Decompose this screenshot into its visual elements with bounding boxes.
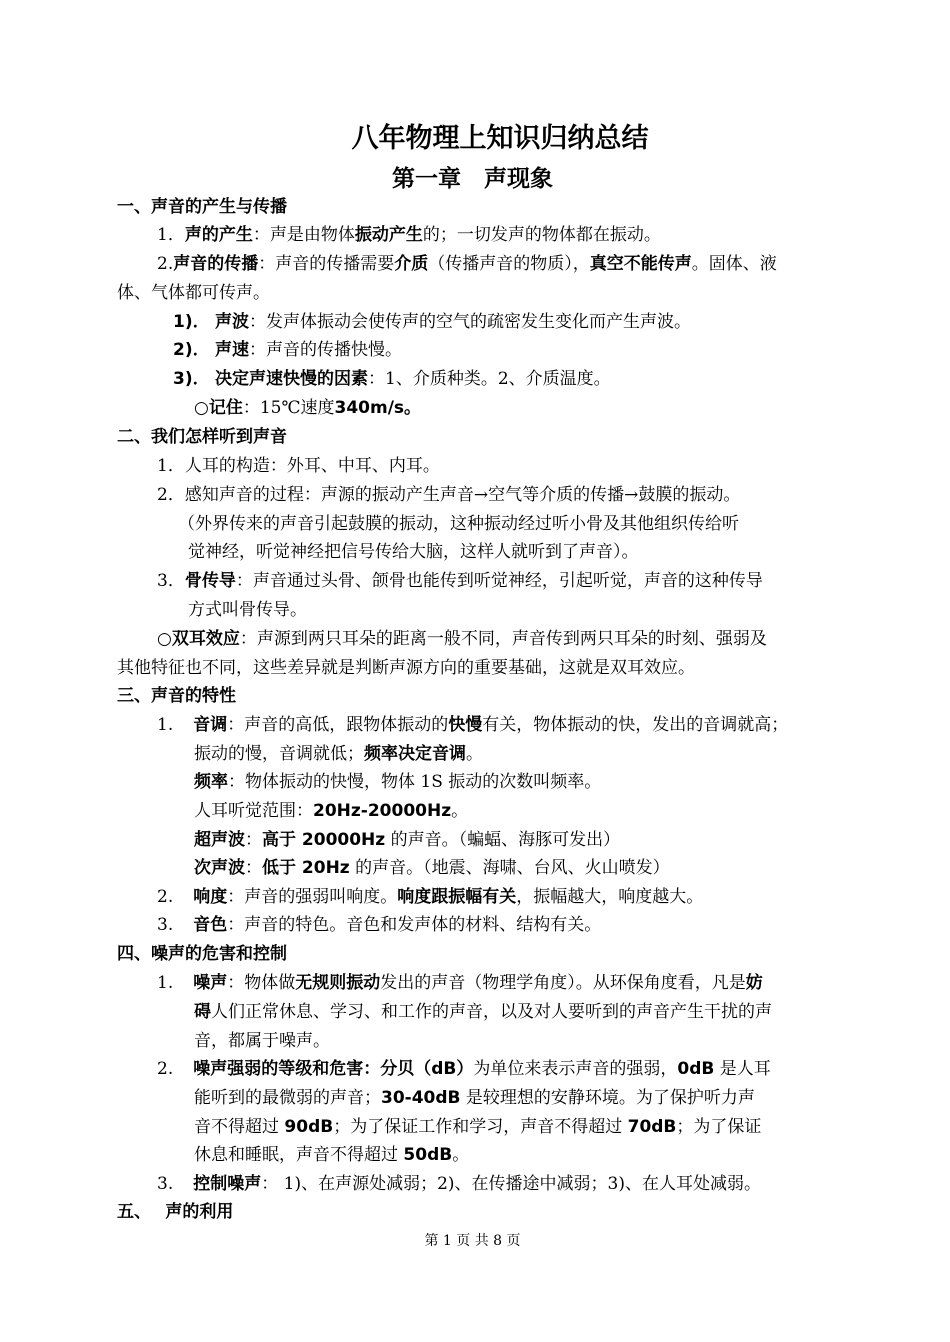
text: 音不得超过 (194, 1117, 285, 1137)
text: ；为了保证工作和学习，声音不得超过 (333, 1117, 628, 1137)
text: ；为了保证 (676, 1117, 762, 1137)
text: 人们正常休息、学习、和工作的声音，以及对人要听到的声音产生干扰的声 (211, 1002, 772, 1022)
sec1-item-2-cont: 体、气体都可传声。 (117, 283, 270, 303)
text: 有关，物体振动的快，发出的音调就高； (482, 715, 789, 735)
term: 介质 (394, 254, 429, 274)
chapter-title: 第一章 声现象 (392, 166, 553, 192)
sec2-item-2-cont1: （外界传来的声音引起鼓膜的振动，这种振动经过听小骨及其他组织传给听 (178, 514, 739, 534)
item-number: 3)． (173, 369, 210, 389)
term: 频率决定音调 (364, 744, 466, 764)
item-number: 2)． (173, 340, 210, 360)
term: 音色 (193, 915, 228, 935)
term: 声音的传播 (173, 254, 259, 274)
sec2-item-3-cont: 方式叫骨传导。 (188, 600, 307, 620)
text: ：声源到两只耳朵的距离一般不同，声音传到两只耳朵的时刻、强弱及 (239, 629, 767, 649)
term: 次声波 (194, 858, 245, 878)
item-number: 1. (157, 973, 174, 993)
sec4-item-1 (157, 972, 763, 994)
term: 无规则振动 (295, 973, 381, 993)
text: ：声音的强弱叫响度。 (227, 887, 398, 907)
term: 噪声强弱的等级和危害：分贝（dB） (193, 1059, 474, 1079)
term: 真空不能传声 (589, 254, 692, 274)
term: 高于 20000Hz (262, 830, 386, 850)
text: ：声音的传播需要 (258, 254, 395, 274)
term: 妨 (745, 973, 763, 993)
sec1-item-1 (157, 224, 661, 246)
text: 的声音。（地震、海啸、台风、火山喷发） (349, 858, 670, 878)
item-number: 2. (157, 254, 174, 274)
sec4-item-2-cont3 (194, 1144, 469, 1166)
term: 声速 (215, 340, 250, 360)
sec2-item-1 (157, 455, 440, 477)
sec4-item-2-cont1 (194, 1087, 755, 1109)
sec3-item-3 (157, 914, 601, 936)
section-heading-2: 二、我们怎样听到声音 (117, 427, 287, 447)
term: 30-40dB (381, 1088, 461, 1108)
text: 能听到的最微弱的声音； (194, 1088, 381, 1108)
sec2-item-2 (157, 484, 740, 506)
text: ：物体做 (227, 973, 296, 993)
text: ： (245, 858, 262, 878)
term: 噪声 (193, 973, 228, 993)
section-heading-3: 三、声音的特性 (117, 686, 236, 706)
sec4-item-2-cont2 (194, 1116, 761, 1138)
term: 340m/s。 (334, 398, 422, 418)
text: ：发声体振动会使传声的空气的疏密发生变化而产生声波。 (249, 312, 692, 332)
text: ：1、介质种类。2、介质温度。 (368, 369, 611, 389)
text: ：声音的传播快慢。 (249, 340, 403, 360)
sec2-item-2-cont2: 觉神经，听觉神经把信号传给大脑，这样人就听到了声音）。 (188, 542, 639, 562)
text: ：声是由物体 (252, 225, 355, 245)
item-number: 1. (157, 715, 174, 735)
text: ： 1)、在声源处减弱；2)、在传播途中减弱；3)、在人耳处减弱。 (261, 1174, 761, 1194)
text: （传播声音的物质）， (428, 254, 590, 274)
term: 90dB (284, 1117, 334, 1137)
sec2-item-3 (157, 570, 763, 592)
term: 低于 20Hz (262, 858, 350, 878)
sec4-item-2 (157, 1058, 771, 1080)
text: 是较理想的安静环境。为了保护听力声 (460, 1088, 755, 1108)
term: 70dB (627, 1117, 677, 1137)
term: 声的产生 (184, 225, 253, 245)
text: 为单位来表示声音的强弱， (473, 1059, 678, 1079)
term: 决定声速快慢的因素 (215, 369, 369, 389)
term: ○双耳效应 (157, 629, 240, 649)
sec3-infrasound (194, 857, 670, 879)
term: 20Hz-20000Hz (313, 801, 452, 821)
item-number: 3. (157, 915, 174, 935)
text: ： (245, 830, 262, 850)
sec4-item-3 (157, 1173, 761, 1195)
sec3-ultrasound (194, 829, 620, 851)
section-heading-4: 四、噪声的危害和控制 (117, 944, 287, 964)
text: 。 (466, 744, 483, 764)
item-number: 3． (157, 571, 185, 591)
text: ：15℃速度 (242, 398, 335, 418)
sec3-hearing-range (194, 800, 468, 822)
text: 振动的慢，音调就低； (194, 744, 364, 764)
term: 音调 (193, 715, 228, 735)
item-number: 1． (157, 225, 185, 245)
item-number: 3. (157, 1174, 174, 1194)
text: 的；一切发声的物体都在振动。 (422, 225, 661, 245)
sec3-item-1-cont (194, 743, 483, 765)
text: 发出的声音（物理学角度）。从环保角度看，凡是 (380, 973, 746, 993)
section-heading-1: 一、声音的产生与传播 (117, 197, 287, 217)
text: 是人耳 (714, 1059, 771, 1079)
item-number: 2. (157, 1059, 174, 1079)
section-heading-5: 五、 声的利用 (117, 1202, 234, 1222)
sec2-binaural (157, 628, 767, 650)
term: 骨传导 (184, 571, 236, 591)
text: ：声音通过头骨、颌骨也能传到听觉神经，引起听觉，声音的这种传导 (235, 571, 763, 591)
item-number: 1)． (173, 312, 210, 332)
text: 。固体、液 (691, 254, 777, 274)
sec1-memo (194, 397, 421, 419)
item-number: 1． (157, 456, 185, 476)
page-footer: 第 1 页 共 8 页 (424, 1233, 521, 1249)
sec1-sub-1 (173, 311, 691, 333)
text: ：物体振动的快慢，物体 1S 振动的次数叫频率。 (228, 772, 602, 792)
sec3-frequency (194, 771, 601, 793)
sec1-item-2 (157, 253, 777, 275)
sec1-sub-2 (173, 339, 402, 361)
term: 声波 (215, 312, 250, 332)
term: ○记住 (194, 398, 243, 418)
text: 人耳的构造：外耳、中耳、内耳。 (184, 456, 440, 476)
term: 响度 (193, 887, 228, 907)
sec4-item-1-cont2: 音，都属于噪声。 (194, 1031, 330, 1051)
sec1-sub-3 (173, 368, 611, 390)
term: 0dB (677, 1059, 715, 1079)
text: 休息和睡眠，声音不得超过 (194, 1145, 404, 1165)
term: 快慢 (448, 715, 483, 735)
text: 。 (452, 1145, 470, 1165)
sec2-binaural-cont: 其他特征也不同，这些差异就是判断声源方向的重要基础，这就是双耳效应。 (117, 658, 695, 678)
term: 50dB (403, 1145, 453, 1165)
text: ，振幅越大，响度越大。 (516, 887, 704, 907)
item-number: 2． (157, 485, 185, 505)
sec3-item-2 (157, 886, 703, 908)
text: ：声音的特色。音色和发声体的材料、结构有关。 (227, 915, 602, 935)
document-title: 八年物理上知识归纳总结 (351, 123, 649, 154)
text: 。 (451, 801, 469, 821)
text: 的声音。（蝙蝠、海豚可发出） (385, 830, 621, 850)
term: 控制噪声 (193, 1174, 262, 1194)
term: 碍 (194, 1002, 211, 1022)
term: 超声波 (194, 830, 245, 850)
sec3-item-1 (157, 714, 788, 736)
term: 响度跟振幅有关 (397, 887, 517, 907)
term: 振动产生 (354, 225, 423, 245)
text: 人耳听觉范围： (194, 801, 313, 821)
item-number: 2. (157, 887, 174, 907)
text: 感知声音的过程：声源的振动产生声音→空气等介质的传播→鼓膜的振动。 (184, 485, 741, 505)
text: ：声音的高低，跟物体振动的 (227, 715, 449, 735)
term: 频率 (194, 772, 228, 792)
sec4-item-1-cont1 (194, 1001, 772, 1023)
